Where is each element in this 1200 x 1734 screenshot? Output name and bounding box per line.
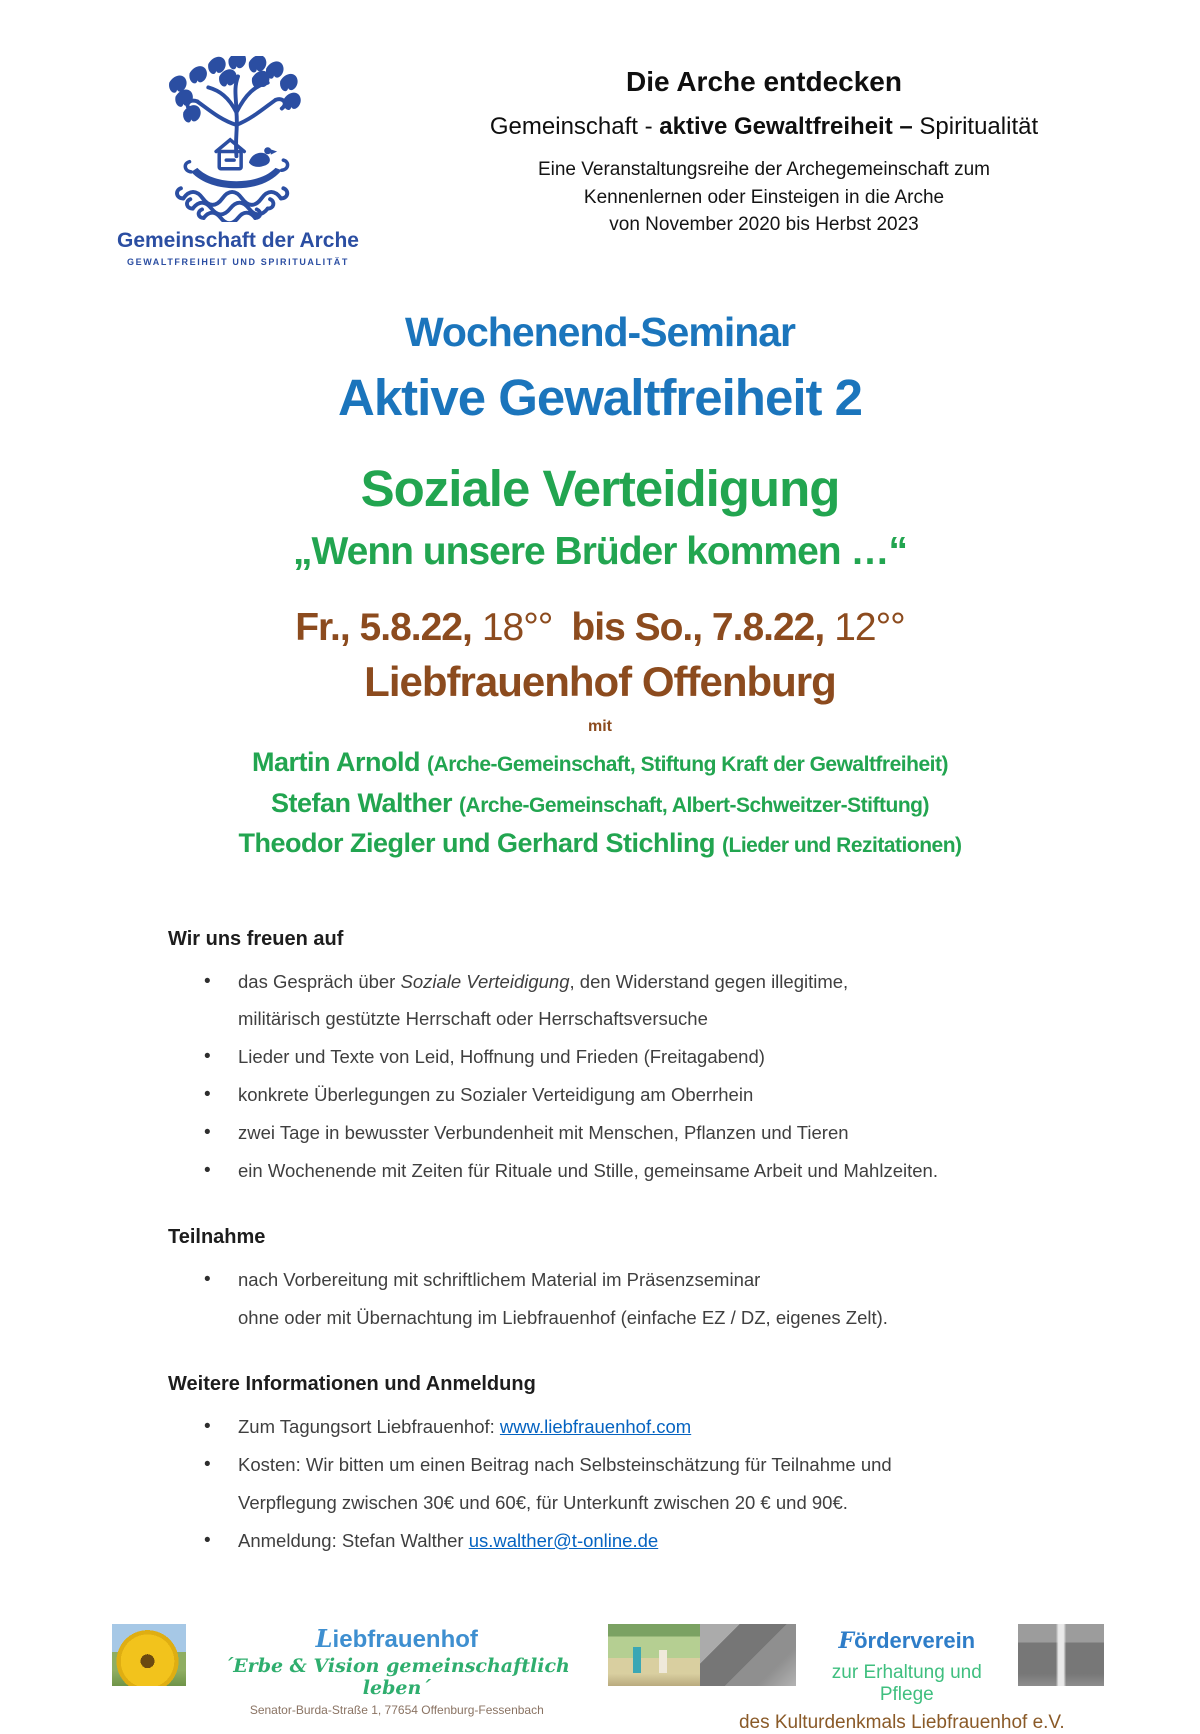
text-segment: das Gespräch über [238,970,401,992]
ark-boat [185,140,287,188]
text-segment: ein Wochenende mit Zeiten für Rituale und Stille, gemeinsame Arbeit und Mahlzeiten. [238,1160,938,1182]
dove-icon [249,147,277,167]
bullet-list [168,963,1100,1191]
bullet-item [168,1261,1100,1337]
logo-tagline: GEWALTFREIHEIT UND SPIRITUALITÄT [126,257,350,267]
series-description [398,156,1130,239]
with-label: mit [588,718,612,735]
liebfrauenhof-title: Liebfrauenhof [315,1623,478,1653]
text-segment: Lieder und Texte von Leid, Hoffnung und Frieden (Freitagabend) [238,1046,765,1068]
section-heading: Weitere Informationen und Anmeldung [168,1372,536,1395]
fountain-photo [1018,1624,1104,1686]
bullet-item [168,1152,1100,1190]
bullet-item [168,1446,1100,1522]
date-part: Fr., 5.8.22, [295,606,472,649]
foerderverein-line3: des Kulturdenkmals Liebfrauenhof e.V. [738,1711,1065,1733]
subtitle-part: Spiritualität [912,113,1039,140]
bullet-item [168,1076,1100,1114]
text-segment: zwei Tage in bewusster Verbundenheit mit Menschen, Pflanzen und Tieren [238,1122,849,1144]
speaker-name: Theodor Ziegler und Gerhard Stichling [238,828,723,858]
speaker-name: Stefan Walther [271,787,460,818]
text-segment: konkrete Überlegungen zu Sozialer Verteidigung am Oberrhein [238,1084,754,1106]
text-segment: Anmeldung: Stefan Walther [238,1529,469,1551]
speaker-line [0,742,1200,783]
speaker-name: Martin Arnold [252,747,428,777]
liebfrauenhof-text [200,1624,594,1717]
text-segment: Kosten: Wir bitten um einen Beitrag nach Selbsteinschätzung für Teilnahme und [238,1453,892,1475]
content-section [168,1373,1100,1560]
bullet-list [168,1408,1100,1560]
text-segment: ohne oder mit Übernachtung im Liebfrauenhof (einfache EZ / DZ, eigenes Zelt). [238,1306,888,1328]
date-part: bis So., 7.8.22, [571,606,825,649]
bullet-item [168,1038,1100,1076]
foerderverein-line2: zur Erhaltung und Pflege [831,1661,982,1705]
content-section [168,1226,1100,1337]
date-time: 12°° [834,606,905,649]
bullet-item [168,1522,1100,1560]
foerderverein-title: Förderverein [838,1627,976,1654]
speaker-affiliation: (Lieder und Rezitationen) [722,834,962,857]
series-title: Die Arche entdecken [626,66,902,97]
seminar-type-title: Wochenend-Seminar [404,309,796,355]
sunflower-photo [112,1624,186,1686]
date-time: 18°° [481,606,553,649]
topic-title: Soziale Verteidigung [360,460,840,517]
liebfrauenhof-link[interactable]: www.liebfrauenhof.com [499,1415,692,1437]
section-heading: Wir uns freuen auf [168,927,344,950]
bullet-item [168,1408,1100,1446]
speaker-line [0,823,1200,864]
subtitle-part-bold: aktive Gewaltfreiheit – [659,113,913,140]
bullet-item [168,1114,1100,1152]
speaker-line [0,783,1200,824]
series-line: von November 2020 bis Herbst 2023 [609,214,919,236]
subtitle-part: Gemeinschaft - [489,113,660,140]
liebfrauenhof-address: Senator-Burda-Straße 1, 77654 Offenburg-Fessenbach [249,1702,544,1717]
speaker-affiliation: (Arche-Gemeinschaft, Stiftung Kraft der Gewaltfreiheit) [427,753,948,776]
logo-title: Gemeinschaft der Arche [117,229,359,252]
text-segment: Zum Tagungsort Liebfrauenhof: [238,1415,500,1437]
email-link[interactable]: us.walther@t-online.de [468,1529,659,1551]
main-title: Aktive Gewaltfreiheit 2 [337,369,863,426]
waves [177,188,287,222]
text-segment: Soziale Verteidigung [400,970,570,992]
text-segment: nach Vorbereitung mit schriftlichem Material im Präsenzseminar [238,1269,761,1291]
bullet-list [168,1261,1100,1337]
text-segment: , den Widerstand gegen illegitime, [569,970,849,992]
header-text-block [372,56,1130,267]
foerderverein-row [700,1624,1104,1706]
people-in-garden-photo [608,1624,700,1686]
liebfrauenhof-footer-block [112,1624,700,1717]
text-segment: militärisch gestützte Herrschaft oder Herrschaftsversuche [238,1008,708,1030]
arche-logo-block [104,56,372,267]
foerderverein-footer-block [700,1624,1104,1734]
content-section [168,928,1100,1191]
content-sections [168,928,1100,1560]
speaker-affiliation: (Arche-Gemeinschaft, Albert-Schweitzer-Stiftung) [459,793,929,817]
footer [112,1624,1104,1734]
courtyard-photo [700,1624,796,1686]
liebfrauenhof-motto: ´Erbe & Vision gemeinschaftlich leben´ [223,1654,570,1699]
series-line: Kennenlernen oder Einsteigen in die Arche [583,186,945,208]
text-segment: Verpflegung zwischen 30€ und 60€, für Unterkunft zwischen 20 € und 90€. [238,1491,848,1513]
date-line [0,606,1200,650]
series-subtitle [398,113,1130,141]
speakers [0,742,1200,864]
bullet-item [168,963,1100,1039]
section-heading: Teilnahme [168,1226,266,1249]
foerderverein-text [812,1624,1002,1706]
arche-tree-boat-dove-icon [152,56,324,222]
location-title: Liebfrauenhof Offenburg [364,658,836,705]
header [0,0,1200,267]
series-line: Eine Veranstaltungsreihe der Archegemeinschaft zum [537,159,991,180]
subtopic-title: „Wenn unsere Brüder kommen …“ [293,530,907,573]
